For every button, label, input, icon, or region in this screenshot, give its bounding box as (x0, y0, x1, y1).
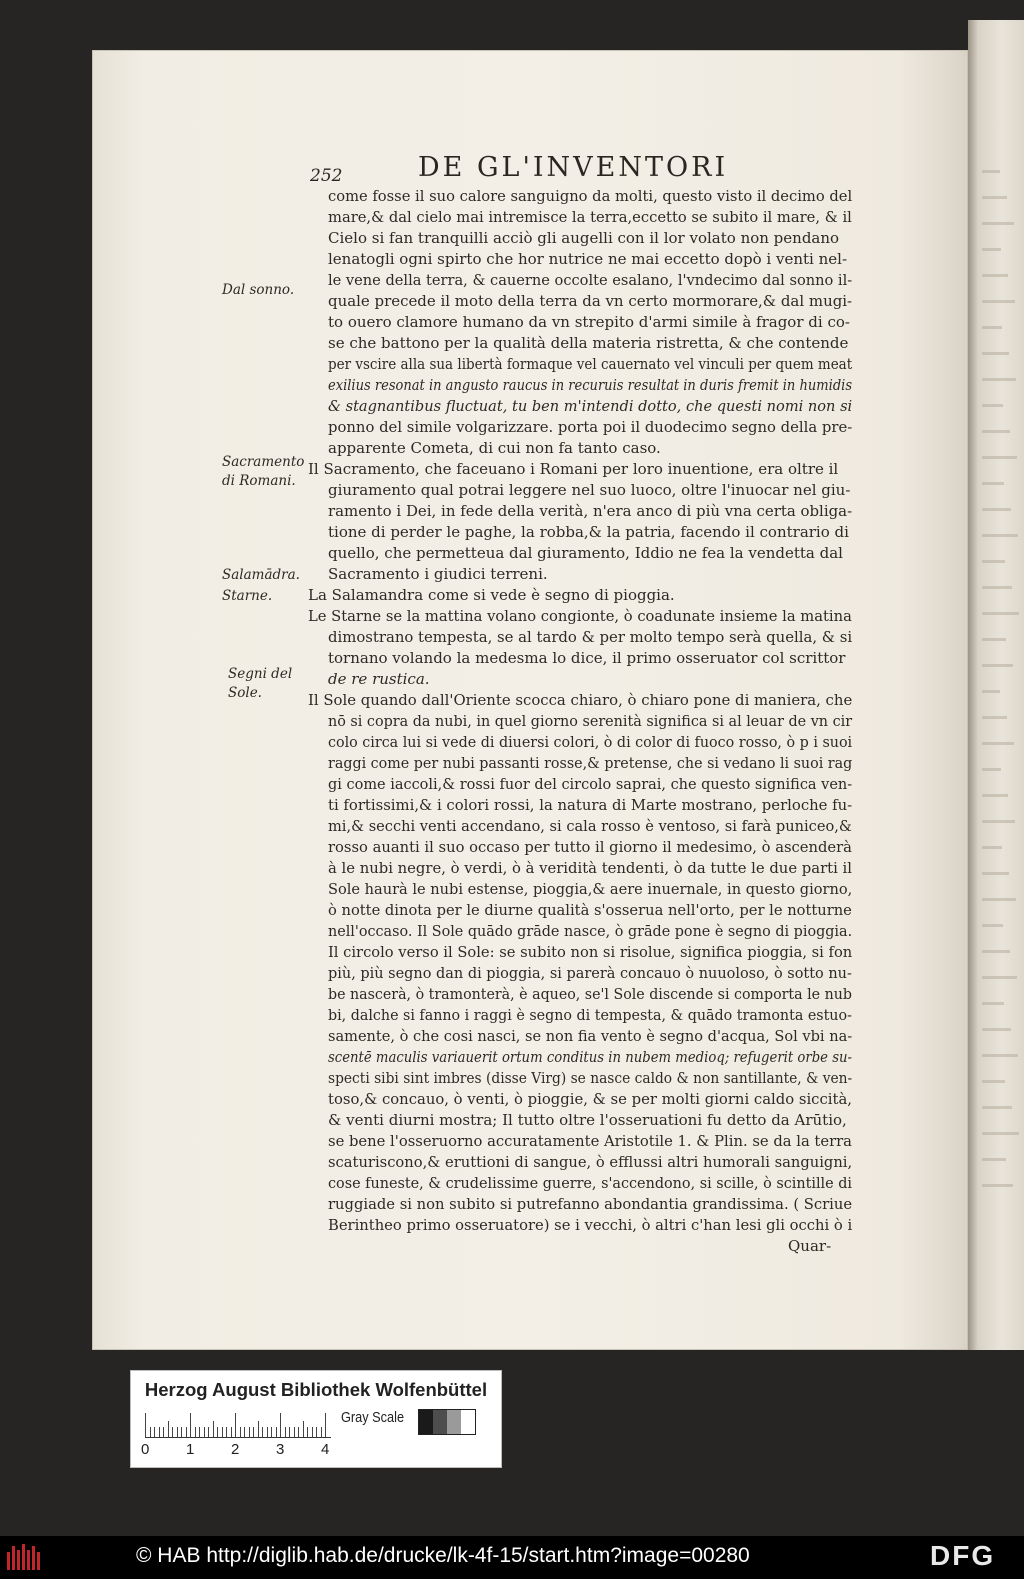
facing-page-edge (968, 20, 1024, 1350)
text-line: nell'occaso. Il Sole quādo grāde nasce, ò grāde pone è segno di pioggia. (328, 922, 853, 940)
text-line: quale precede il moto della terra da vn certo mormorare,& dal mugi- (328, 292, 853, 310)
margin-note: Salamādra. (222, 567, 300, 583)
ruler-number: 2 (231, 1441, 240, 1458)
text-line: cose funeste, & crudelissime guerre, s'accendono, si scille, ò scintille di (328, 1174, 853, 1192)
ruler-tick (258, 1421, 259, 1437)
ruler-tick (190, 1413, 191, 1437)
text-line: apparente Cometa, di cui non fa tanto caso. (328, 439, 661, 457)
ruler-tick (312, 1427, 313, 1437)
text-line: bi, dalche si fanno i raggi è segno di tempesta, & quādo tramonta estuo- (328, 1006, 852, 1024)
text-line: ò notte dinota per le diurne qualità s'osserua nell'orto, per le notturne (328, 901, 852, 919)
margin-note: Dal sonno. (222, 282, 295, 298)
text-line: rosso auanti il suo occaso per tutto il giorno il medesimo, ò ascenderà (328, 838, 852, 856)
margin-note: Starne. (222, 588, 273, 604)
ruler-tick (181, 1427, 182, 1437)
text-line: colo circa lui si vede di diuersi colori, ò di color di fuoco rosso, ò p i suoi (328, 733, 853, 751)
ruler-tick (231, 1427, 232, 1437)
text-line: le vene della terra, & cauerne occolte esalano, l'vndecimo dal sonno il- (328, 271, 853, 289)
text-line: Sole haurà le nubi estense, pioggia,& aere inuernale, in questo giorno, (328, 880, 853, 898)
ruler-tick (172, 1427, 173, 1437)
text-line: quello, che permetteua dal giuramento, Iddio ne fea la vendetta dal (328, 544, 843, 562)
ruler-tick (222, 1427, 223, 1437)
text-line: dimostrano tempesta, se al tardo & per molto tempo serà quella, & si (328, 628, 853, 646)
ruler-tick (307, 1427, 308, 1437)
ruler-tick (321, 1427, 322, 1437)
hab-logo-icon (6, 1542, 44, 1572)
text-line: se che battono per la qualità della materia ristretta, & che contende (328, 334, 849, 352)
text-line: come fosse il suo calore sanguigno da molti, questo visto il decimo del (328, 187, 853, 205)
ruler-tick (186, 1427, 187, 1437)
text-line: & venti diurni mostra; Il tutto oltre l'osseruationi fu detto da Arūtio, (328, 1111, 847, 1129)
text-line: gi come iaccoli,& rossi fuor del circolo saprai, che questo significa ven- (328, 775, 853, 793)
text-line: scentē maculis variauerit ortum conditus in nubem medioq; refugerit orbe su- (328, 1048, 853, 1066)
ruler-tick (262, 1427, 263, 1437)
running-title: DE GL'INVENTORI (418, 152, 729, 183)
text-line: Il Sacramento, che faceuano i Romani per loro inuentione, era oltre il (308, 460, 839, 478)
margin-note: Sole. (228, 685, 262, 701)
text-line: scaturiscono,& eruttioni di sangue, ò efflussi altri humorali sanguigni, (328, 1153, 853, 1171)
text-line: più, più segno dan di pioggia, si parerà concauo ò nuuoloso, ò sotto nu- (328, 964, 852, 982)
text-line: raggi come per nubi passanti rosse,& pretense, che si vedano li suoi rag (328, 754, 853, 772)
ruler-tick (204, 1427, 205, 1437)
margin-note: Sacramento (222, 454, 305, 470)
text-line: Il Sole quando dall'Oriente scocca chiaro, ò chiaro pone di maniera, che (308, 691, 853, 709)
ruler-tick (280, 1413, 281, 1437)
ruler-tick (199, 1427, 200, 1437)
ruler-tick (154, 1427, 155, 1437)
ruler-tick (249, 1427, 250, 1437)
ruler-tick (267, 1427, 268, 1437)
ruler-tick (150, 1427, 151, 1437)
ruler-tick (253, 1427, 254, 1437)
scale-ruler (145, 1411, 331, 1438)
text-line: & stagnantibus fluctuat, tu ben m'intendi dotto, che questi nomi non si (328, 397, 853, 415)
margin-note: Segni del (228, 666, 293, 682)
text-line: se bene l'osseruorno accuratamente Aristotile 1. & Plin. se da la terra (328, 1132, 852, 1150)
ruler-tick (159, 1427, 160, 1437)
ruler-tick (235, 1413, 236, 1437)
text-line: ramento i Dei, in fede della verità, n'era anco di più vna certa obliga- (328, 502, 853, 520)
text-line: à le nubi negre, ò verdi, ò à veridità tendenti, ò da tutte le due parti il (328, 859, 852, 877)
ruler-number: 4 (321, 1441, 330, 1458)
text-line: samente, ò che cosi nasci, se non fia vento è segno d'acqua, Sol vbi na- (328, 1027, 853, 1045)
ruler-tick (316, 1427, 317, 1437)
ruler-tick (226, 1427, 227, 1437)
text-line: Le Starne se la mattina volano congionte, ò coadunate insieme la matina (308, 607, 852, 625)
ruler-tick (276, 1427, 277, 1437)
text-line: toso,& concauo, ò venti, ò pioggie, & se per molti giorni caldo siccità, (328, 1090, 852, 1108)
ruler-tick (168, 1421, 169, 1437)
ruler-number: 3 (276, 1441, 285, 1458)
ruler-tick (213, 1421, 214, 1437)
text-line: ti fortissimi,& i colori rossi, la natura di Marte mostrano, perloche fu- (328, 796, 853, 814)
ruler-tick (298, 1427, 299, 1437)
ruler-tick (289, 1427, 290, 1437)
library-color-card (130, 1370, 502, 1468)
dfg-logo: DFG (930, 1540, 996, 1571)
text-line: de re rustica. (328, 670, 430, 688)
ruler-tick (177, 1427, 178, 1437)
margin-note: di Romani. (222, 473, 296, 489)
ruler-tick (303, 1421, 304, 1437)
ruler-number: 0 (141, 1441, 150, 1458)
ruler-number: 1 (186, 1441, 195, 1458)
text-line: La Salamandra come si vede è segno di pioggia. (308, 586, 675, 604)
text-line: be nascerà, ò tramonterà, è aqueo, se'l Sole discende si comporta le nub (328, 985, 852, 1003)
ruler-tick (240, 1427, 241, 1437)
ruler-tick (294, 1427, 295, 1437)
text-line: Cielo si fan tranquilli acciò gli augelli con il lor volato non pendano (328, 229, 840, 247)
text-line: ponno del simile volgarizzare. porta poi il duodecimo segno della pre- (328, 418, 853, 436)
page-header (310, 152, 750, 188)
text-line: Il circolo verso il Sole: se subito non si risolue, significa pioggia, si fon (328, 943, 853, 961)
grayscale-label: Gray Scale (341, 1409, 405, 1426)
text-line: tione di perder le paghe, la robba,& la patria, facendo il contrario di (328, 523, 849, 541)
text-line: to ouero clamore humano da vn strepito d'armi simile à fragor di co- (328, 313, 850, 331)
ruler-tick (163, 1427, 164, 1437)
text-line: Berintheo primo osseruatore) se i vecchi, ò altri c'han lesi gli occhi ò i (328, 1216, 853, 1234)
text-line: nō si copra da nubi, in quel giorno serenità significa si al leuar de vn cir (328, 712, 853, 730)
text-line: giuramento qual potrai leggere nel suo luoco, oltre l'inuocar nel giu- (328, 481, 851, 499)
ruler-tick (145, 1413, 146, 1437)
text-line: Sacramento i giudici terreni. (328, 565, 548, 583)
ruler-tick (244, 1427, 245, 1437)
text-line: ruggiade si non subito si putrefanno abondantia grandissima. ( Scriue (328, 1195, 853, 1213)
grayscale-bar (418, 1409, 476, 1435)
text-line: lenatogli ogni spirto che hor nutrice ne mai eccetto dopò i venti nel- (328, 250, 848, 268)
ruler-tick (195, 1427, 196, 1437)
text-line: exilius resonat in angusto raucus in recuruis resultat in duris fremit in humidis (328, 376, 853, 394)
page-number: 252 (310, 166, 343, 186)
footer-bar (0, 1536, 1024, 1579)
text-line: Quar- (788, 1237, 832, 1255)
text-line: tornano volando la medesma lo dice, il primo osseruator col scrittor (328, 649, 846, 667)
library-name: Herzog August Bibliothek Wolfenbüttel (144, 1379, 488, 1400)
text-line: per vscire alla sua libertà formaque vel cauernato vel vinculi per quem meat (328, 355, 853, 373)
ruler-tick (208, 1427, 209, 1437)
ruler-tick (285, 1427, 286, 1437)
ruler-tick (217, 1427, 218, 1437)
ruler-tick (325, 1413, 326, 1437)
ruler-tick (271, 1427, 272, 1437)
footer-source-link[interactable]: © HAB http://diglib.hab.de/drucke/lk-4f-15/start.htm?image=00280 (136, 1544, 750, 1567)
text-line: specti sibi sint imbres (disse Virg) se nasce caldo & non santillante, & ven- (328, 1069, 853, 1087)
text-line: mi,& secchi venti accendano, si cala rosso è ventoso, si farà puniceo,& (328, 817, 852, 835)
text-line: mare,& dal cielo mai intremisce la terra,eccetto se subito il mare, & il (328, 208, 852, 226)
